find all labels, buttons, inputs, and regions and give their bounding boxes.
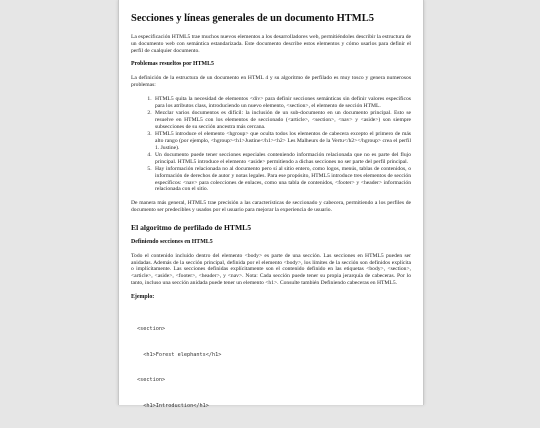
code-line: <h1>Forest elephants</h1> (137, 351, 222, 358)
document-content (131, 13, 411, 428)
code-block (137, 308, 411, 428)
list-item: 4. Un documento puede tener secciones especiales conteniendo información relacionada que no es parte del flujo principal. HTML5 introduce el elemento <aside> permitiendo a dichas secciones no ser parte del perfil principal. (153, 152, 411, 166)
sections-heading: Definiendo secciones en HTML5 (131, 238, 213, 245)
problems-heading: Problemas resueltos por HTML5 (131, 61, 214, 68)
list-item: 5. Hay información relacionada no al documento pero sí al sitio entero, como logos, menús, tablas de contenidos, o información de derechos de autor y notas legales. Para ese propósito, HTML5 introduce tres elementos de sección específicos: <nav> para colecciones de enlaces, como una tabla de contenidos, <footer> y <header> información relacionada con el sitio. (153, 166, 411, 193)
list-item: 2. Mezclar varios documentos es difícil: la inclusión de un sub-documento en un documento principal. Esto se resuelve en HTML5 con los elementos de seccionado (<article>, <section>, <nav> y <aside>) son siempre subsecciones de su sección ancestra más cercana. (153, 110, 411, 130)
problems-summary: De manera más general, HTML5 trae precisión a las características de seccionado y cabecera, permitiendo a los perfiles de documento ser predecibles y usados por el usuario para mejorar la experiencia de usuario. (131, 200, 411, 213)
code-line: <section> (137, 325, 166, 332)
document-page (118, 0, 424, 410)
list-item: 1. HTML5 quita la necesidad de elementos <div> para definir secciones semánticas sin definir valores específicos para los atributos class, introduciendo un nuevo elemento, <section>, el elemento de sección HTML. (153, 96, 411, 110)
list-item: 3. HTML5 introduce el elemento <hgroup> que oculta todos los elementos de cabecera excepto el primero de más alto rango (por ejemplo, <hgroup><h1>Justine</h1><h2> Les Malheurs de la Vertu</h2></hgroup> crea el perfil 1. Justine). (153, 131, 411, 151)
problems-list (131, 96, 411, 193)
page-title: Secciones y líneas generales de un documento HTML5 (131, 13, 374, 24)
sections-paragraph: Todo el contenido incluido dentro del elemento <body> es parte de una sección. Las secciones en HTML5 pueden ser anidadas. Además de la sección principal, definida por el elemento <body>, los límites de la sección son definidos explícita o implícitamente. Las secciones definidas explícitamente son el contenido definido en las etiquetas <body>, <section>, <article>, <aside>, <footer>, <header>, y <nav>. Nota: Cada sección puede tener su propia jerarquía de cabeceras. Por lo tanto, incluso una sección anidada puede tener un elemento <h1>. Consulte también Definiendo cabeceras en HTML5. (131, 252, 411, 286)
code-line: <h1>Introduction</h1> (137, 403, 209, 410)
algorithm-heading: El algoritmo de perfilado de HTML5 (131, 222, 252, 232)
intro-paragraph: La especificación HTML5 trae muchos nuevos elementos a los desarrolladores web, permitiéndoles describir la estructura de un documento web con semántica estandarizada. Este documento describe estos elementos y cómo usarlos para definir el perfil de cualquier documento. (131, 34, 411, 54)
example-heading: Ejemplo: (131, 293, 155, 300)
code-line: <section> (137, 377, 166, 384)
problems-intro: La definición de la estructura de un documento en HTML 4 y su algoritmo de perfilado es muy tosco y genera numerosos problemas: (131, 75, 411, 89)
